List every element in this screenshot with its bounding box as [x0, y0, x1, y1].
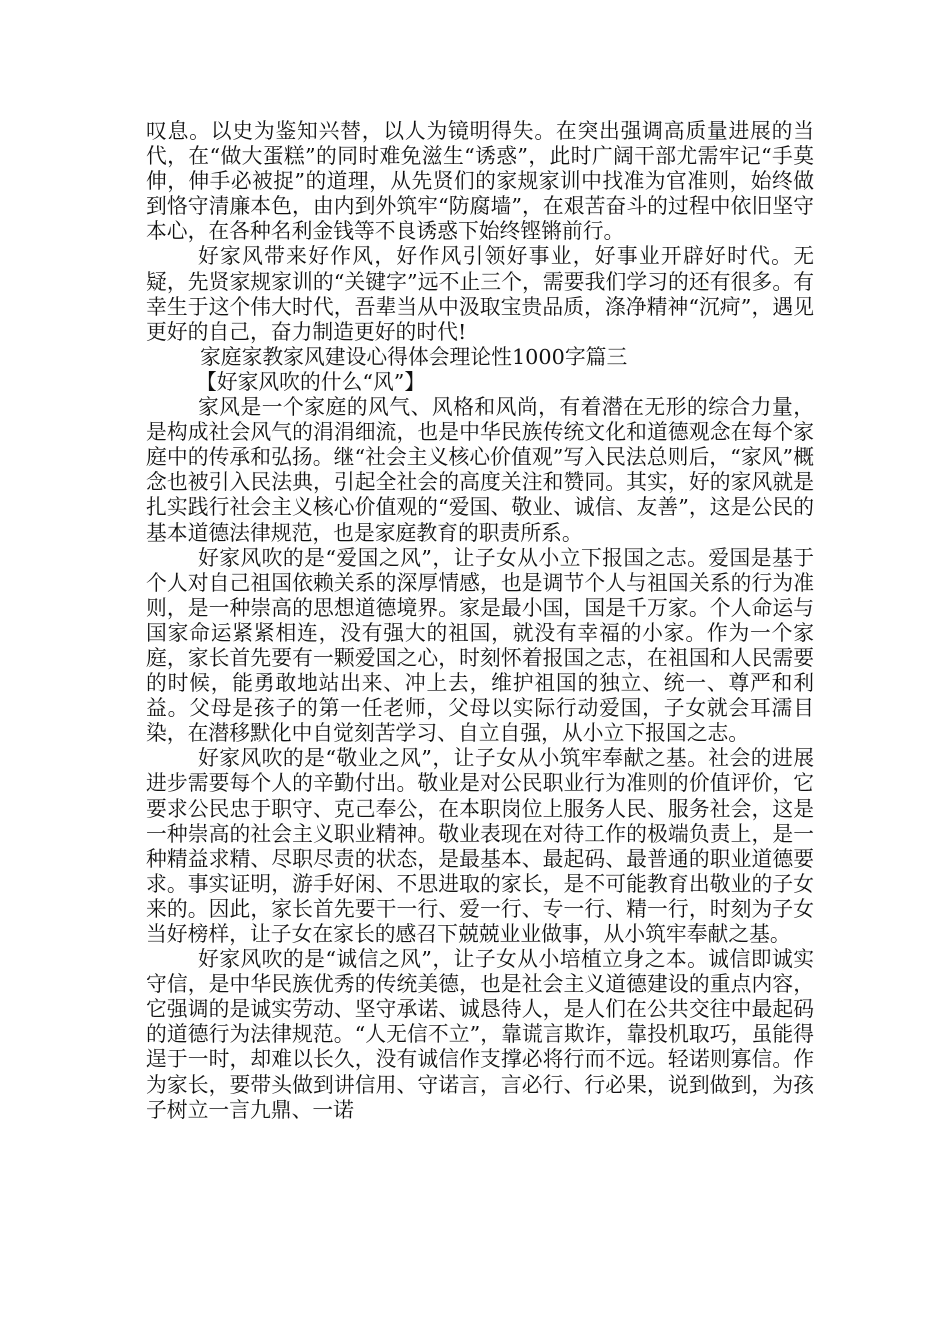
paragraph-family-style-definition: 家风是一个家庭的风气、风格和风尚，有着潜在无形的综合力量，是构成社会风气的涓涓细流，也是中华民族传统文化和道德观念在每个家庭中的传承和弘扬。继“社会主义核心价值观”写入民法总则后，“家风”概念也被引入民法典，引起全社会的高度关注和赞同。其实，好的家风就是扎实践行社会主义核心价值观的“爱国、敬业、诚信、友善”，这是公民的基本道德法律规范，也是家庭教育的职责所系。	[146, 395, 814, 545]
document-page	[146, 119, 814, 1123]
section-subtitle: 【好家风吹的什么“风”】	[196, 369, 426, 394]
paragraph-patriotism: 好家风吹的是“爱国之风”，让子女从小立下报国之志。爱国是基于个人对自己祖国依赖关系的深厚情感，也是调节个人与祖国关系的行为准则，是一种崇高的思想道德境界。家是最小国，国是千万家。个人命运与国家命运紧紧相连，没有强大的祖国，就没有幸福的小家。作为一个家庭，家长首先要有一颗爱国之心，时刻怀着报国之志，在祖国和人民需要的时候，能勇敢地站出来、冲上去，维护祖国的独立、统一、尊严和利益。父母是孩子的第一任老师，父母以实际行动爱国，子女就会耳濡目染，在潜移默化中自觉刻苦学习、自立自强，从小立下报国之志。	[146, 545, 814, 746]
paragraph-integrity: 好家风吹的是“诚信之风”，让子女从小培植立身之本。诚信即诚实守信，是中华民族优秀的传统美德，也是社会主义道德建设的重点内容，它强调的是诚实劳动、坚守承诺、诚恳待人，是人们在公共交往中最起码的道德行为法律规范。“人无信不立”，靠谎言欺诈，靠投机取巧，虽能得逞于一时，却难以长久，没有诚信作支撑必将行而不远。轻诺则寡信。作为家长，要带头做到讲信用、守诺言，言必行、行必果，说到做到，为孩子树立一言九鼎、一诺	[146, 947, 814, 1122]
paragraph-continuation: 叹息。以史为鉴知兴替，以人为镜明得失。在突出强调高质量进展的当代，在“做大蛋糕”的同时难免滋生“诱惑”，此时广阔干部尤需牢记“手莫伸，伸手必被捉”的道理，从先贤们的家规家训中找准为官准则，始终做到恪守清廉本色，由内到外筑牢“防腐墙”，在艰苦奋斗的过程中依旧坚守本心，在各种名利金钱等不良诱惑下始终铿锵前行。	[146, 119, 814, 244]
section-title: 家庭家教家风建设心得体会理论性1000字篇三	[200, 344, 628, 369]
paragraph-dedication: 好家风吹的是“敬业之风”，让子女从小筑牢奉献之基。社会的进展进步需要每个人的辛勤付出。敬业是对公民职业行为准则的价值评价，它要求公民忠于职守、克己奉公，在本职岗位上服务人民、服务社会，这是一种崇高的社会主义职业精神。敬业表现在对待工作的极端负责上，是一种精益求精、尽职尽责的状态，是最基本、最起码、最普通的职业道德要求。事实证明，游手好闲、不思进取的家长，是不可能教育出敬业的子女来的。因此，家长首先要干一行、爱一行、专一行、精一行，时刻为子女当好榜样，让子女在家长的感召下兢兢业业做事，从小筑牢奉献之基。	[146, 746, 814, 946]
paragraph-good-family-style: 好家风带来好作风，好作风引领好事业，好事业开辟好时代。无疑，先贤家规家训的“关键字”远不止三个，需要我们学习的还有很多。有幸生于这个伟大时代，吾辈当从中汲取宝贵品质，涤净精神“沉疴”，遇见更好的自己，奋力制造更好的时代!	[146, 244, 814, 344]
